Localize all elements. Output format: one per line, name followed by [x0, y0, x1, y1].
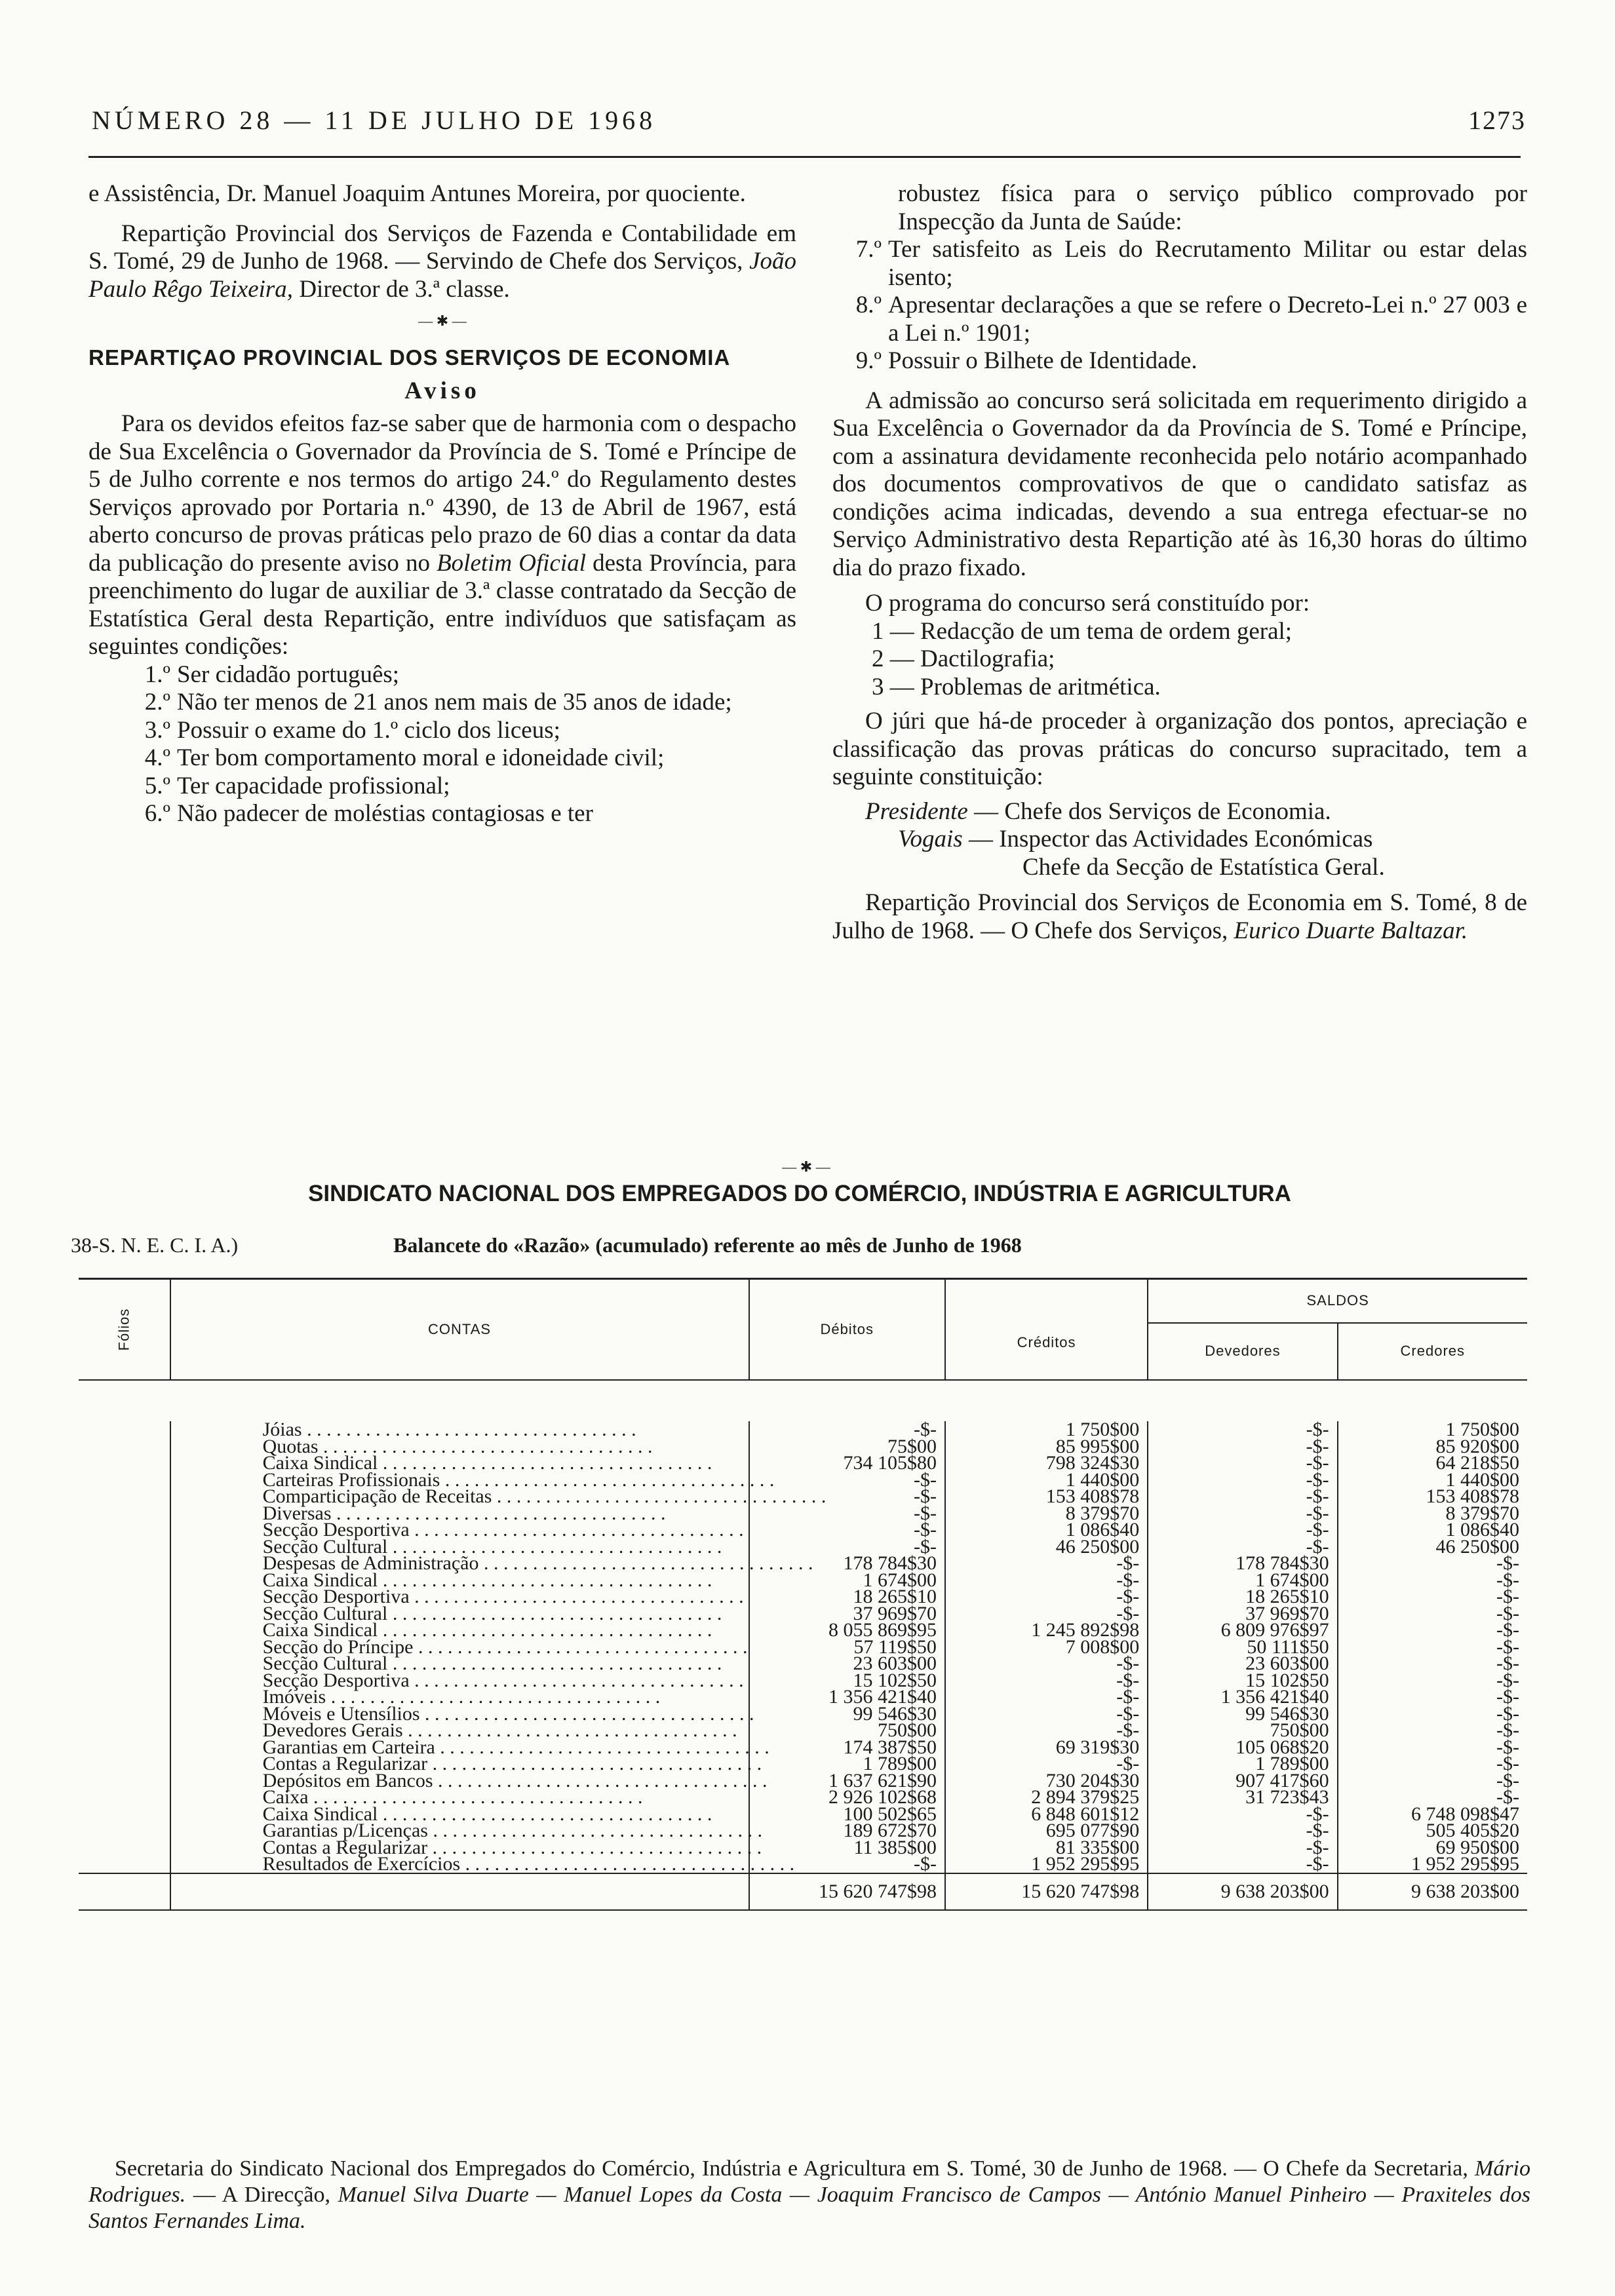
paragraph-reparticao-fazenda	[88, 220, 796, 304]
condition-text: Não padecer de moléstias contagiosas e ter	[177, 800, 593, 827]
devedor-cell: -$-	[1148, 1856, 1337, 1873]
issue-header: NÚMERO 28 — 11 DE JULHO DE 1968	[92, 105, 657, 135]
folio-cell	[79, 1622, 170, 1639]
programa-num: 1	[872, 617, 884, 645]
conta-cell: Caixa Sindical . . . . . . . . . . . . . . . . . . . . . . . . . . . . . . . . . .	[170, 1806, 749, 1823]
condition-num: 8.º	[855, 292, 882, 318]
devedor-cell: 6 809 976$97	[1148, 1622, 1337, 1639]
credor-cell: -$-	[1496, 1586, 1519, 1607]
debito-cell: 750$00	[749, 1722, 945, 1739]
folios-header	[79, 1279, 170, 1381]
conta-cell: Comparticipação de Receitas . . . . . . . . . . . . . . . . . . . . . . . . . . . . . . . . . .	[170, 1488, 749, 1505]
contas-header: CONTAS	[170, 1279, 749, 1381]
presidente-label: Presidente	[865, 797, 968, 825]
table-row	[79, 1856, 1527, 1873]
sindicato-title: SINDICATO NACIONAL DOS EMPREGADOS DO COMÉRCIO, INDÚSTRIA E AGRICULTURA	[308, 1181, 1291, 1206]
footer-signers-direccao: Manuel Silva Duarte — Manuel Lopes da Costa — Joaquim Francisco de Campos — António Manuel Pinheiro — Praxiteles dos Santos Fernandes Lima.	[88, 2183, 1531, 2233]
credito-cell: 1 750$00	[945, 1421, 1148, 1438]
programa-list	[832, 618, 1527, 702]
credor-cell: 1 440$00	[1445, 1468, 1519, 1491]
credor-cell: -$-	[1496, 1569, 1519, 1591]
folio-cell	[79, 1689, 170, 1706]
condition-text: Não ter menos de 21 anos nem mais de 35 anos de idade;	[177, 689, 732, 716]
aviso-journal: Boletim Oficial	[437, 549, 586, 577]
condition-num: 1.º	[144, 660, 170, 688]
page-number: 1273	[1468, 105, 1526, 135]
balancete-subtitle: Balancete do «Razão» (acumulado) referente ao mês de Junho de 1968	[393, 1233, 1022, 1257]
vogais-label: Vogais	[898, 826, 963, 852]
devedor-cell: 18 265$10	[1148, 1588, 1337, 1605]
debito-cell: 75$00	[749, 1438, 945, 1455]
vogais-text-1: — Inspector das Actividades Económicas	[968, 826, 1373, 852]
debito-cell: 8 055 869$95	[749, 1622, 945, 1639]
conta-cell: Garantias em Carteira . . . . . . . . . . . . . . . . . . . . . . . . . . . . . . . . . .	[170, 1739, 749, 1756]
conta-cell: Carteiras Profissionais . . . . . . . . . . . . . . . . . . . . . . . . . . . . . . . . . .	[170, 1472, 749, 1489]
conta-cell: Caixa Sindical . . . . . . . . . . . . . . . . . . . . . . . . . . . . . . . . . .	[170, 1455, 749, 1472]
devedor-cell: -$-	[1148, 1455, 1337, 1472]
devedor-cell: 50 111$50	[1148, 1639, 1337, 1656]
credor-cell: -$-	[1496, 1786, 1519, 1808]
conta-cell: Contas a Regularizar . . . . . . . . . . . . . . . . . . . . . . . . . . . . . . . . . .	[170, 1839, 749, 1856]
totals-row	[79, 1873, 1527, 1910]
conta-cell: Móveis e Utensílios . . . . . . . . . . . . . . . . . . . . . . . . . . . . . . . . . .	[170, 1706, 749, 1723]
credor-cell: -$-	[1496, 1686, 1519, 1708]
conta-cell: Garantias p/Licenças . . . . . . . . . . . . . . . . . . . . . . . . . . . . . . . . . .	[170, 1822, 749, 1839]
debito-cell: -$-	[749, 1488, 945, 1505]
credor-cell: 64 218$50	[1435, 1452, 1519, 1474]
paragraph-final-economia	[832, 889, 1527, 945]
debito-cell: 189 672$70	[749, 1822, 945, 1839]
conta-cell: Secção Cultural . . . . . . . . . . . . . . . . . . . . . . . . . . . . . . . . . .	[170, 1539, 749, 1556]
debito-cell: 37 969$70	[749, 1605, 945, 1622]
folio-cell	[79, 1706, 170, 1723]
credito-cell: -$-	[945, 1689, 1148, 1706]
devedor-cell: -$-	[1148, 1472, 1337, 1489]
total-devedores: 9 638 203$00	[1148, 1873, 1337, 1910]
devedor-cell: 23 603$00	[1148, 1655, 1337, 1672]
sindicato-ref: 38-S. N. E. C. I. A.)	[71, 1233, 239, 1257]
vogais-text-2: Chefe da Secção de Estatística Geral.	[1022, 853, 1385, 881]
credor-cell: -$-	[1496, 1702, 1519, 1725]
credito-cell: 7 008$00	[945, 1639, 1148, 1656]
folio-cell	[79, 1739, 170, 1756]
debito-cell: 1 356 421$40	[749, 1689, 945, 1706]
balancete-body	[79, 1421, 1527, 1873]
devedor-cell: 1 674$00	[1148, 1572, 1337, 1589]
devedor-cell: -$-	[1148, 1488, 1337, 1505]
credor-cell: -$-	[1496, 1619, 1519, 1641]
paragraph-admissao: A admissão ao concurso será solicitada em requerimento dirigido a Sua Excelência o Governador da da Província de S. Tomé e Príncipe, com a assinatura devidamente reconhecida pelo notário acompanhado dos documentos comprovativos de que o candidato satisfaz as condições acima indicadas, devendo a sua entrega efectuar-se no Serviço Administrativo desta Repartição até às 16,30 horas do último dia do prazo fixado.	[832, 387, 1527, 581]
condition-num: 2.º	[144, 689, 170, 716]
folio-cell	[79, 1722, 170, 1739]
conta-cell: Imóveis . . . . . . . . . . . . . . . . . . . . . . . . . . . . . . . . . .	[170, 1689, 749, 1706]
header-rule	[88, 156, 1521, 158]
debito-cell: 99 546$30	[749, 1706, 945, 1723]
condition-text: Possuir o Bilhete de Identidade.	[888, 347, 1197, 374]
programa-num: 2	[872, 645, 884, 672]
conta-cell: Contas a Regularizar . . . . . . . . . . . . . . . . . . . . . . . . . . . . . . . . . .	[170, 1755, 749, 1772]
folio-cell	[79, 1588, 170, 1605]
devedor-cell: 1 356 421$40	[1148, 1689, 1337, 1706]
credito-cell: -$-	[945, 1572, 1148, 1589]
folio-cell	[79, 1472, 170, 1489]
conta-cell: Devedores Gerais . . . . . . . . . . . . . . . . . . . . . . . . . . . . . . . . . .	[170, 1722, 749, 1739]
fazenda-rank: Director de 3.ª classe.	[299, 275, 510, 303]
credor-cell: 6 748 098$47	[1411, 1803, 1519, 1825]
programa-item	[872, 618, 1527, 646]
section-title-economia: REPARTIÇAO PROVINCIAL DOS SERVIÇOS DE ECONOMIA	[88, 345, 731, 370]
credor-cell: 153 408$78	[1426, 1485, 1519, 1507]
debitos-header: Débitos	[749, 1279, 945, 1381]
devedor-cell: 178 784$30	[1148, 1555, 1337, 1572]
credores-header: Credores	[1400, 1343, 1466, 1360]
folio-cell	[79, 1806, 170, 1823]
paragraph-robustez: robustez física para o serviço público comprovado por Inspecção da Junta de Saúde:	[898, 180, 1527, 235]
conta-cell: Caixa Sindical . . . . . . . . . . . . . . . . . . . . . . . . . . . . . . . . . .	[170, 1622, 749, 1639]
credor-cell: 46 250$00	[1435, 1535, 1519, 1558]
folio-cell	[79, 1488, 170, 1505]
condition-text: Ter bom comportamento moral e idoneidade civil;	[177, 744, 665, 771]
debito-cell: -$-	[749, 1505, 945, 1522]
conta-cell: Secção Cultural . . . . . . . . . . . . . . . . . . . . . . . . . . . . . . . . . .	[170, 1655, 749, 1672]
credor-cell: 85 920$00	[1435, 1435, 1519, 1457]
debito-cell: 11 385$00	[749, 1839, 945, 1856]
folio-cell	[79, 1421, 170, 1438]
conta-cell: Caixa . . . . . . . . . . . . . . . . . . . . . . . . . . . . . . . . . .	[170, 1789, 749, 1806]
folio-cell	[79, 1505, 170, 1522]
debito-cell: 1 674$00	[749, 1572, 945, 1589]
devedor-cell: 99 546$30	[1148, 1706, 1337, 1723]
debito-cell: 1 789$00	[749, 1755, 945, 1772]
aviso-text-b: desta Província, para preenchimento do lugar de auxiliar de 3.ª classe contratado da Secção de Estatística Geral desta Repartição, entre indivíduos que satisfaçam as seguintes condições:	[88, 549, 797, 660]
totals-folios	[79, 1873, 170, 1910]
credito-cell: -$-	[945, 1588, 1148, 1605]
credito-cell: 2 894 379$25	[945, 1789, 1148, 1806]
paragraph-programa: O programa do concurso será constituído por:	[865, 590, 1310, 617]
creditos-header: Créditos	[945, 1279, 1148, 1381]
debito-cell: 23 603$00	[749, 1655, 945, 1672]
credito-cell: 8 379$70	[945, 1505, 1148, 1522]
devedor-cell: -$-	[1148, 1505, 1337, 1522]
devedores-header: Devedores	[1148, 1323, 1337, 1380]
debito-cell: -$-	[749, 1472, 945, 1489]
folio-cell	[79, 1789, 170, 1806]
credito-cell: 153 408$78	[945, 1488, 1148, 1505]
aviso-heading: Aviso	[404, 377, 480, 404]
credito-cell: 81 335$00	[945, 1839, 1148, 1856]
table-bottom-rule	[79, 1910, 1527, 1915]
jury-vogais	[832, 826, 1527, 854]
programa-text: — Dactilografia;	[889, 645, 1055, 672]
condition-num: 7.º	[855, 236, 882, 263]
devedor-cell: 907 417$60	[1148, 1772, 1337, 1789]
debito-cell: 734 105$80	[749, 1455, 945, 1472]
fazenda-signer: João Paulo Rêgo Teixeira,	[88, 248, 797, 303]
folio-cell	[79, 1856, 170, 1873]
sindicato-footer	[88, 2156, 1530, 2234]
folio-cell	[79, 1438, 170, 1455]
credito-cell: 1 086$40	[945, 1521, 1148, 1539]
credor-cell: -$-	[1496, 1753, 1519, 1774]
conditions-list-right	[832, 236, 1527, 375]
folio-cell	[79, 1639, 170, 1656]
devedor-cell: -$-	[1148, 1822, 1337, 1839]
debito-cell: 1 637 621$90	[749, 1772, 945, 1789]
credito-cell: -$-	[945, 1555, 1148, 1572]
condition-item	[832, 347, 1527, 375]
credor-cell: -$-	[1496, 1653, 1519, 1674]
debito-cell: 100 502$65	[749, 1806, 945, 1823]
devedor-cell: -$-	[1148, 1839, 1337, 1856]
condition-num: 9.º	[855, 347, 882, 374]
programa-num: 3	[872, 673, 884, 700]
paragraph-juri: O júri que há-de proceder à organização dos pontos, apreciação e classificação das provas práticas do concurso supracitado, tem a seguinte constituição:	[832, 708, 1527, 790]
devedor-cell: -$-	[1148, 1539, 1337, 1556]
folio-cell	[79, 1605, 170, 1622]
jury-presidente	[832, 798, 1527, 826]
devedor-cell: -$-	[1148, 1421, 1337, 1438]
credor-cell: -$-	[1496, 1769, 1519, 1791]
conditions-list-left	[88, 661, 796, 828]
credito-cell: 1 952 295$95	[945, 1856, 1148, 1873]
credito-cell: 6 848 601$12	[945, 1806, 1148, 1823]
debito-cell: 174 387$50	[749, 1739, 945, 1756]
aviso-text-a: Para os devidos efeitos faz-se saber que de harmonia com o despacho de Sua Excelência o Governador da Província de S. Tomé e Príncipe de 5 de Julho corrente e nos termos do artigo 24.º do Regulamento destes Serviços aprovado por Portaria n.º 4390, de 13 de Abril de 1967, está aberto concurso de provas práticas pelo prazo de 60 dias a contar da data da publicação do presente aviso no	[88, 410, 796, 577]
total-credores: 9 638 203$00	[1411, 1880, 1519, 1902]
credor-cell: -$-	[1496, 1719, 1519, 1741]
folio-cell	[79, 1572, 170, 1589]
conta-cell: Caixa Sindical . . . . . . . . . . . . . . . . . . . . . . . . . . . . . . . . . .	[170, 1572, 749, 1589]
conta-cell: Secção Cultural . . . . . . . . . . . . . . . . . . . . . . . . . . . . . . . . . .	[170, 1605, 749, 1622]
programa-item	[872, 674, 1527, 702]
total-debitos: 15 620 747$98	[749, 1873, 945, 1910]
condition-text: Possuir o exame do 1.º ciclo dos liceus;	[177, 716, 560, 744]
folio-cell	[79, 1555, 170, 1572]
condition-num: 3.º	[144, 716, 170, 744]
condition-item	[88, 773, 796, 801]
debito-cell: -$-	[749, 1521, 945, 1539]
left-column	[88, 180, 796, 828]
fazenda-text: Repartição Provincial dos Serviços de Fazenda e Contabilidade em S. Tomé, 29 de Junho de 1968. — Servindo de Chefe dos Serviços,	[88, 220, 796, 275]
devedor-cell: 1 789$00	[1148, 1755, 1337, 1772]
credor-cell: -$-	[1496, 1552, 1519, 1574]
separator: — ✱ —	[782, 1158, 830, 1175]
folio-cell	[79, 1672, 170, 1689]
debito-cell: 57 119$50	[749, 1639, 945, 1656]
condition-num: 4.º	[144, 744, 170, 771]
conta-cell: Jóias . . . . . . . . . . . . . . . . . . . . . . . . . . . . . . . . . .	[170, 1421, 749, 1438]
table-spacer	[79, 1380, 1527, 1421]
condition-item	[88, 800, 796, 828]
credito-cell: 1 440$00	[945, 1472, 1148, 1489]
folio-cell	[79, 1521, 170, 1539]
credor-cell: -$-	[1496, 1636, 1519, 1658]
footer-paragraph	[88, 2156, 1530, 2234]
credor-cell: -$-	[1496, 1669, 1519, 1691]
debito-cell: -$-	[749, 1421, 945, 1438]
credor-cell: 69 950$00	[1435, 1836, 1519, 1858]
devedor-cell: 31 723$43	[1148, 1789, 1337, 1806]
debito-cell: 15 102$50	[749, 1672, 945, 1689]
condition-text: Ser cidadão português;	[177, 660, 400, 688]
condition-item	[88, 717, 796, 745]
programa-text: — Redacção de um tema de ordem geral;	[889, 617, 1293, 645]
presidente-text: — Chefe dos Serviços de Economia.	[974, 797, 1331, 825]
devedor-cell: 750$00	[1148, 1722, 1337, 1739]
folio-cell	[79, 1822, 170, 1839]
devedor-cell: 15 102$50	[1148, 1672, 1337, 1689]
footer-direccao: — A Direcção,	[193, 2183, 330, 2207]
condition-text: Ter capacidade profissional;	[177, 772, 450, 799]
conta-cell: Secção Desportiva . . . . . . . . . . . . . . . . . . . . . . . . . . . . . . . . . .	[170, 1672, 749, 1689]
conta-cell: Depósitos em Bancos . . . . . . . . . . . . . . . . . . . . . . . . . . . . . . . . . .	[170, 1772, 749, 1789]
conta-cell: Despesas de Administração . . . . . . . . . . . . . . . . . . . . . . . . . . . . . . . . . .	[170, 1555, 749, 1572]
condition-text: Ter satisfeito as Leis do Recrutamento Militar ou estar delas isento;	[888, 236, 1527, 291]
conta-cell: Resultados de Exercícios . . . . . . . . . . . . . . . . . . . . . . . . . . . . . . . . . .	[170, 1856, 749, 1873]
condition-num: 5.º	[144, 772, 170, 799]
folio-cell	[79, 1655, 170, 1672]
totals-label	[170, 1873, 749, 1910]
credito-cell: -$-	[945, 1605, 1148, 1622]
condition-num: 6.º	[144, 800, 170, 827]
devedor-cell: -$-	[1148, 1521, 1337, 1539]
credito-cell: 85 995$00	[945, 1438, 1148, 1455]
folio-cell	[79, 1755, 170, 1772]
conta-cell: Secção Desportiva . . . . . . . . . . . . . . . . . . . . . . . . . . . . . . . . . .	[170, 1521, 749, 1539]
conta-cell: Quotas . . . . . . . . . . . . . . . . . . . . . . . . . . . . . . . . . .	[170, 1438, 749, 1455]
folio-cell	[79, 1772, 170, 1789]
total-creditos: 15 620 747$98	[945, 1873, 1148, 1910]
condition-item	[88, 689, 796, 717]
credito-cell: -$-	[945, 1655, 1148, 1672]
credor-cell: 505 405$20	[1426, 1820, 1519, 1841]
conta-cell: Diversas . . . . . . . . . . . . . . . . . . . . . . . . . . . . . . . . . .	[170, 1505, 749, 1522]
folio-cell	[79, 1839, 170, 1856]
footer-signer-secretaria: Mário Rodrigues.	[88, 2156, 1530, 2207]
devedor-cell: 105 068$20	[1148, 1739, 1337, 1756]
saldos-header: SALDOS	[1148, 1279, 1527, 1323]
condition-text: Apresentar declarações a que se refere o Decreto-Lei n.º 27 003 e a Lei n.º 1901;	[888, 292, 1527, 347]
paragraph-assistencia: e Assistência, Dr. Manuel Joaquim Antunes Moreira, por quociente.	[88, 180, 746, 207]
credito-cell: -$-	[945, 1672, 1148, 1689]
final-economia-text: Repartição Provincial dos Serviços de Economia em S. Tomé, 8 de Julho de 1968. — O Chefe dos Serviços,	[832, 889, 1527, 944]
conta-cell: Secção do Príncipe . . . . . . . . . . . . . . . . . . . . . . . . . . . . . . . . . .	[170, 1639, 749, 1656]
debito-cell: 18 265$10	[749, 1588, 945, 1605]
credito-cell: 1 245 892$98	[945, 1622, 1148, 1639]
devedor-cell: -$-	[1148, 1806, 1337, 1823]
credito-cell: 46 250$00	[945, 1539, 1148, 1556]
condition-item	[88, 661, 796, 689]
debito-cell: -$-	[749, 1856, 945, 1873]
right-column	[832, 180, 1527, 945]
debito-cell: 178 784$30	[749, 1555, 945, 1572]
folio-cell	[79, 1539, 170, 1556]
credito-cell: -$-	[945, 1706, 1148, 1723]
credor-cell: 1 750$00	[1445, 1419, 1519, 1440]
devedor-cell: -$-	[1148, 1438, 1337, 1455]
footer-text: Secretaria do Sindicato Nacional dos Empregados do Comércio, Indústria e Agricultura em S. Tomé, 30 de Junho de 1968. — O Chefe da Secretaria,	[115, 2156, 1468, 2181]
credor-cell: -$-	[1496, 1602, 1519, 1624]
credito-cell: 695 077$90	[945, 1822, 1148, 1839]
credito-cell: 69 319$30	[945, 1739, 1148, 1756]
credito-cell: -$-	[945, 1722, 1148, 1739]
condition-item	[832, 236, 1527, 292]
debito-cell: -$-	[749, 1539, 945, 1556]
final-economia-signer: Eurico Duarte Baltazar.	[1234, 917, 1468, 944]
credor-cell: 8 379$70	[1445, 1502, 1519, 1524]
conta-cell: Secção Desportiva . . . . . . . . . . . . . . . . . . . . . . . . . . . . . . . . . .	[170, 1588, 749, 1605]
folios-label: Fólios	[115, 1308, 132, 1351]
programa-item	[872, 645, 1527, 674]
folio-cell	[79, 1455, 170, 1472]
balancete-table	[79, 1278, 1527, 1915]
credito-cell: 730 204$30	[945, 1772, 1148, 1789]
programa-text: — Problemas de aritmética.	[889, 673, 1161, 700]
credito-cell: 798 324$30	[945, 1455, 1148, 1472]
debito-cell: 2 926 102$68	[749, 1789, 945, 1806]
condition-item	[88, 744, 796, 773]
separator: — ✱ —	[418, 313, 467, 329]
credito-cell: -$-	[945, 1755, 1148, 1772]
credor-cell: 1 952 295$95	[1411, 1853, 1519, 1875]
devedor-cell: 37 969$70	[1148, 1605, 1337, 1622]
paragraph-aviso	[88, 410, 796, 661]
credor-cell: -$-	[1496, 1736, 1519, 1758]
credor-cell: 1 086$40	[1445, 1519, 1519, 1540]
condition-item	[832, 292, 1527, 347]
